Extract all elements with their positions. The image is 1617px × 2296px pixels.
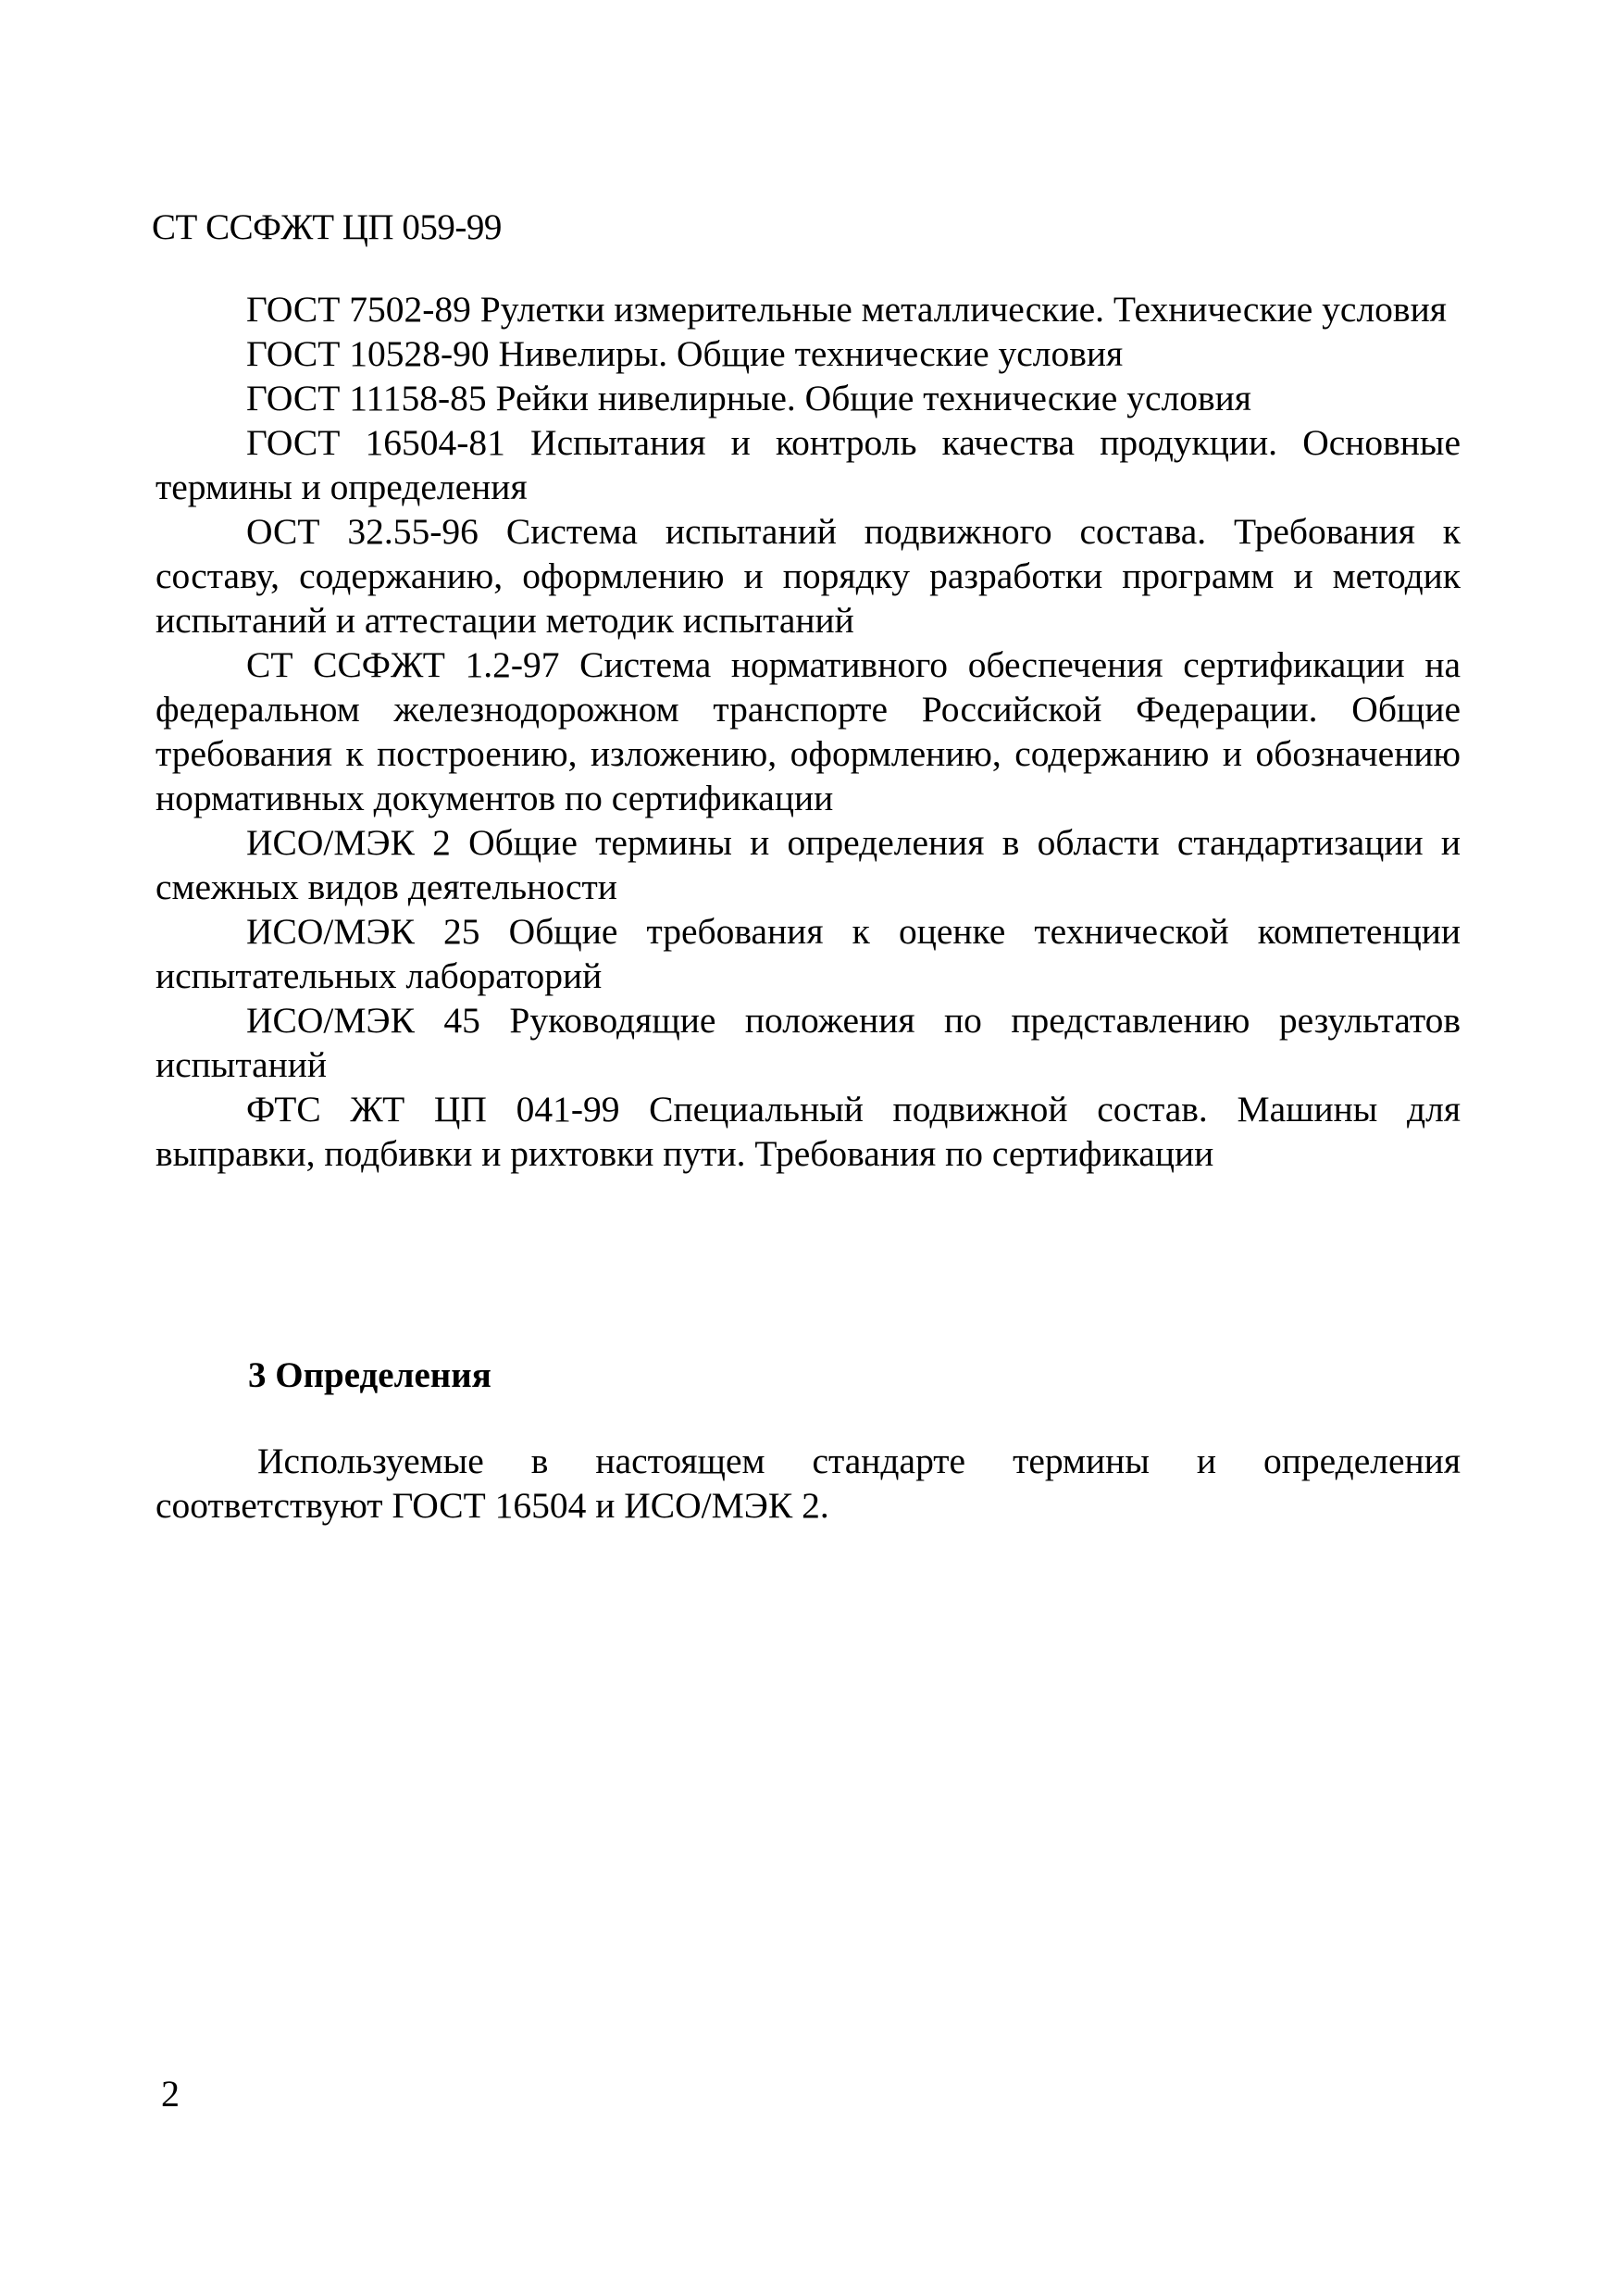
- normative-references-list: [155, 287, 1461, 1176]
- reference-item: ИСО/МЭК 2 Общие термины и определения в области стандартизации и смежных видов деятельности: [155, 822, 1461, 907]
- reference-item: ГОСТ 16504-81 Испытания и контроль качества продукции. Основные термины и определения: [155, 422, 1461, 507]
- reference-item: ФТС ЖТ ЦП 041-99 Специальный подвижной состав. Машины для выправки, подбивки и рихтовки пути. Требования по сертификации: [155, 1089, 1461, 1174]
- reference-item: ГОСТ 11158-85 Рейки нивелирные. Общие технические условия: [246, 378, 1251, 418]
- page-number: 2: [161, 2073, 180, 2115]
- reference-item: ГОСТ 10528-90 Нивелиры. Общие технические условия: [246, 333, 1124, 374]
- reference-item: ГОСТ 7502-89 Рулетки измерительные металлические. Технические условия: [246, 289, 1447, 330]
- reference-item: ОСТ 32.55-96 Система испытаний подвижного состава. Требования к составу, содержанию, оформлению и порядку разработки программ и методик испытаний и аттестации методик испытаний: [155, 511, 1461, 641]
- reference-item: ИСО/МЭК 45 Руководящие положения по представлению результатов испытаний: [155, 1000, 1461, 1085]
- document-code-header: СТ ССФЖТ ЦП 059-99: [152, 207, 502, 247]
- reference-item: ИСО/МЭК 25 Общие требования к оценке технической компетенции испытательных лабораторий: [155, 911, 1461, 996]
- section-heading-definitions: 3 Определения: [248, 1355, 491, 1395]
- section-body-definitions: Используемые в настоящем стандарте термины и определения соответствуют ГОСТ 16504 и ИСО/МЭК 2.: [155, 1441, 1461, 1526]
- reference-item: СТ ССФЖТ 1.2-97 Система нормативного обеспечения сертификации на федеральном железнодорожном транспорте Российской Федерации. Общие требования к построению, изложению, оформлению, содержанию и обозначению нормативных документов по сертификации: [155, 644, 1461, 818]
